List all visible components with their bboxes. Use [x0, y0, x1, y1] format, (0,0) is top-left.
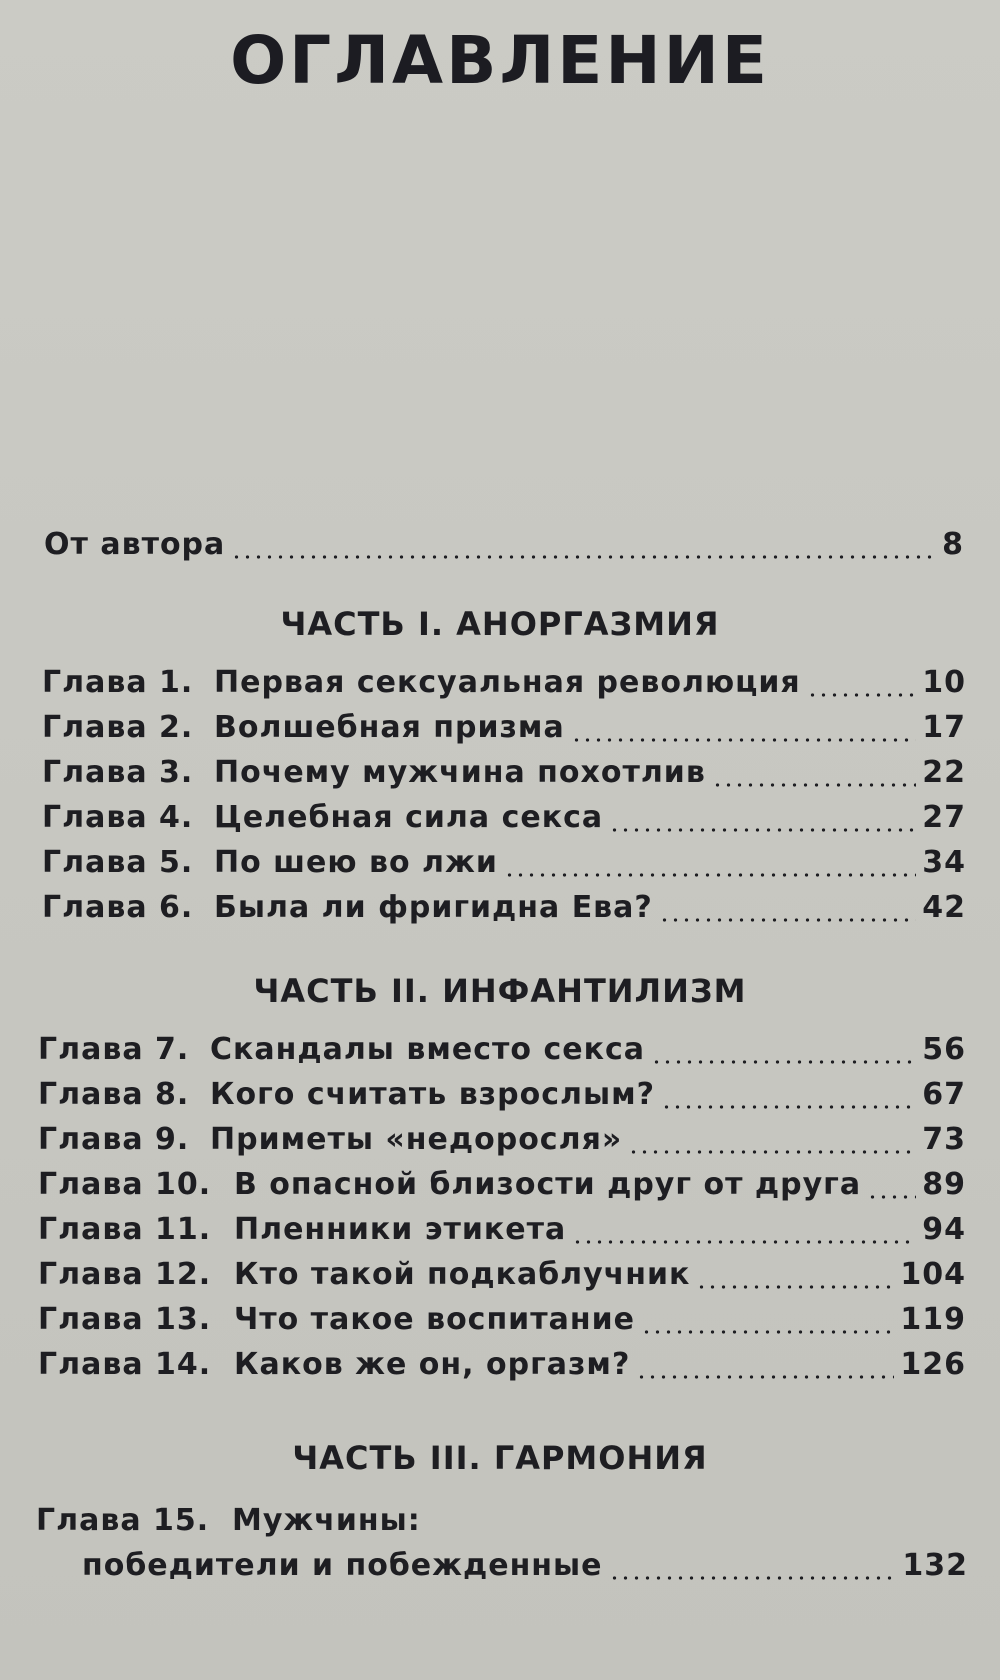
- chapter-title: Целебная сила секса: [214, 800, 604, 835]
- dot-leader: [661, 1104, 916, 1110]
- toc-entry-title: От автора: [44, 527, 226, 562]
- chapter-title: Была ли фригидна Ева?: [214, 890, 653, 925]
- toc-entry-chapter: [38, 1077, 966, 1119]
- chapter-label: Глава 2.: [42, 710, 194, 745]
- dot-leader: [641, 1329, 894, 1335]
- chapter-page: 89: [922, 1167, 966, 1202]
- chapter-title: Приметы «недоросля»: [210, 1122, 623, 1157]
- chapter-title: Мужчины:: [232, 1503, 421, 1538]
- part-heading-3: ЧАСТЬ III. ГАРМОНИЯ: [292, 1439, 708, 1477]
- toc-entry-chapter: [38, 1032, 966, 1074]
- chapter-label: Глава 9.: [38, 1122, 190, 1157]
- chapter-page: 17: [922, 710, 966, 745]
- page-title: ОГЛАВЛЕНИЕ: [230, 22, 770, 99]
- toc-entry-chapter: [38, 1167, 966, 1209]
- toc-entry-chapter: [82, 1548, 968, 1590]
- toc-entry-chapter: [38, 1257, 966, 1299]
- chapter-page: 119: [900, 1302, 966, 1337]
- chapter-page: 104: [900, 1257, 966, 1292]
- dot-leader: [696, 1284, 894, 1290]
- chapter-page: 56: [922, 1032, 966, 1067]
- chapter-title: Каков же он, оргазм?: [234, 1347, 631, 1382]
- dot-leader: [651, 1059, 916, 1065]
- chapter-page: 94: [922, 1212, 966, 1247]
- dot-leader: [609, 1575, 897, 1581]
- chapter-page: 22: [922, 755, 966, 790]
- toc-entry-chapter: [42, 710, 966, 752]
- toc-entry-chapter: [38, 1122, 966, 1164]
- chapter-title: Что такое воспитание: [234, 1302, 635, 1337]
- chapter-page: 27: [922, 800, 966, 835]
- part-heading-1: ЧАСТЬ I. АНОРГАЗМИЯ: [280, 605, 720, 643]
- toc-entry-chapter: [42, 665, 966, 707]
- toc-entry-chapter-head: [36, 1503, 421, 1538]
- chapter-label: Глава 15.: [36, 1503, 210, 1538]
- chapter-label: Глава 13.: [38, 1302, 212, 1337]
- chapter-title: Почему мужчина похотлив: [214, 755, 706, 790]
- dot-leader: [504, 872, 916, 878]
- chapter-title: Кто такой подкаблучник: [234, 1257, 691, 1292]
- chapter-title: В опасной близости друг от друга: [234, 1167, 862, 1202]
- dot-leader: [867, 1194, 916, 1200]
- toc-entry-intro: [44, 527, 964, 569]
- chapter-page: 126: [900, 1347, 966, 1382]
- dot-leader: [807, 692, 917, 698]
- chapter-page: 34: [922, 845, 966, 880]
- dot-leader: [712, 782, 916, 788]
- chapter-label: Глава 1.: [42, 665, 194, 700]
- toc-entry-chapter: [38, 1347, 966, 1389]
- chapter-label: Глава 12.: [38, 1257, 212, 1292]
- chapter-title-continued: победители и побежденные: [82, 1548, 603, 1583]
- dot-leader: [636, 1374, 894, 1380]
- part-heading-2: ЧАСТЬ II. ИНФАНТИЛИЗМ: [253, 972, 747, 1010]
- chapter-title: Волшебная призма: [214, 710, 565, 745]
- chapter-label: Глава 6.: [42, 890, 194, 925]
- chapter-title: Пленники этикета: [234, 1212, 567, 1247]
- chapter-label: Глава 7.: [38, 1032, 190, 1067]
- chapter-label: Глава 3.: [42, 755, 194, 790]
- chapter-title: По шею во лжи: [214, 845, 498, 880]
- chapter-title: Скандалы вместо секса: [210, 1032, 645, 1067]
- chapter-label: Глава 5.: [42, 845, 194, 880]
- chapter-page: 10: [922, 665, 966, 700]
- chapter-label: Глава 8.: [38, 1077, 190, 1112]
- chapter-page: 67: [922, 1077, 966, 1112]
- toc-entry-chapter: [38, 1212, 966, 1254]
- toc-entry-chapter: [42, 800, 966, 842]
- toc-entry-chapter: [42, 845, 966, 887]
- toc-entry-chapter: [42, 890, 966, 932]
- chapter-label: Глава 10.: [38, 1167, 212, 1202]
- dot-leader: [609, 827, 916, 833]
- chapter-label: Глава 11.: [38, 1212, 212, 1247]
- toc-entry-chapter: [38, 1302, 966, 1344]
- dot-leader: [231, 554, 936, 560]
- chapter-label: Глава 14.: [38, 1347, 212, 1382]
- dot-leader: [571, 737, 917, 743]
- dot-leader: [628, 1149, 916, 1155]
- chapter-title: Кого считать взрослым?: [210, 1077, 656, 1112]
- dot-leader: [659, 917, 916, 923]
- chapter-page: 73: [922, 1122, 966, 1157]
- toc-entry-chapter: [42, 755, 966, 797]
- chapter-page: 132: [902, 1548, 968, 1583]
- chapter-label: Глава 4.: [42, 800, 194, 835]
- chapter-title: Первая сексуальная революция: [214, 665, 801, 700]
- chapter-page: 42: [922, 890, 966, 925]
- dot-leader: [572, 1239, 916, 1245]
- toc-entry-page: 8: [942, 527, 964, 562]
